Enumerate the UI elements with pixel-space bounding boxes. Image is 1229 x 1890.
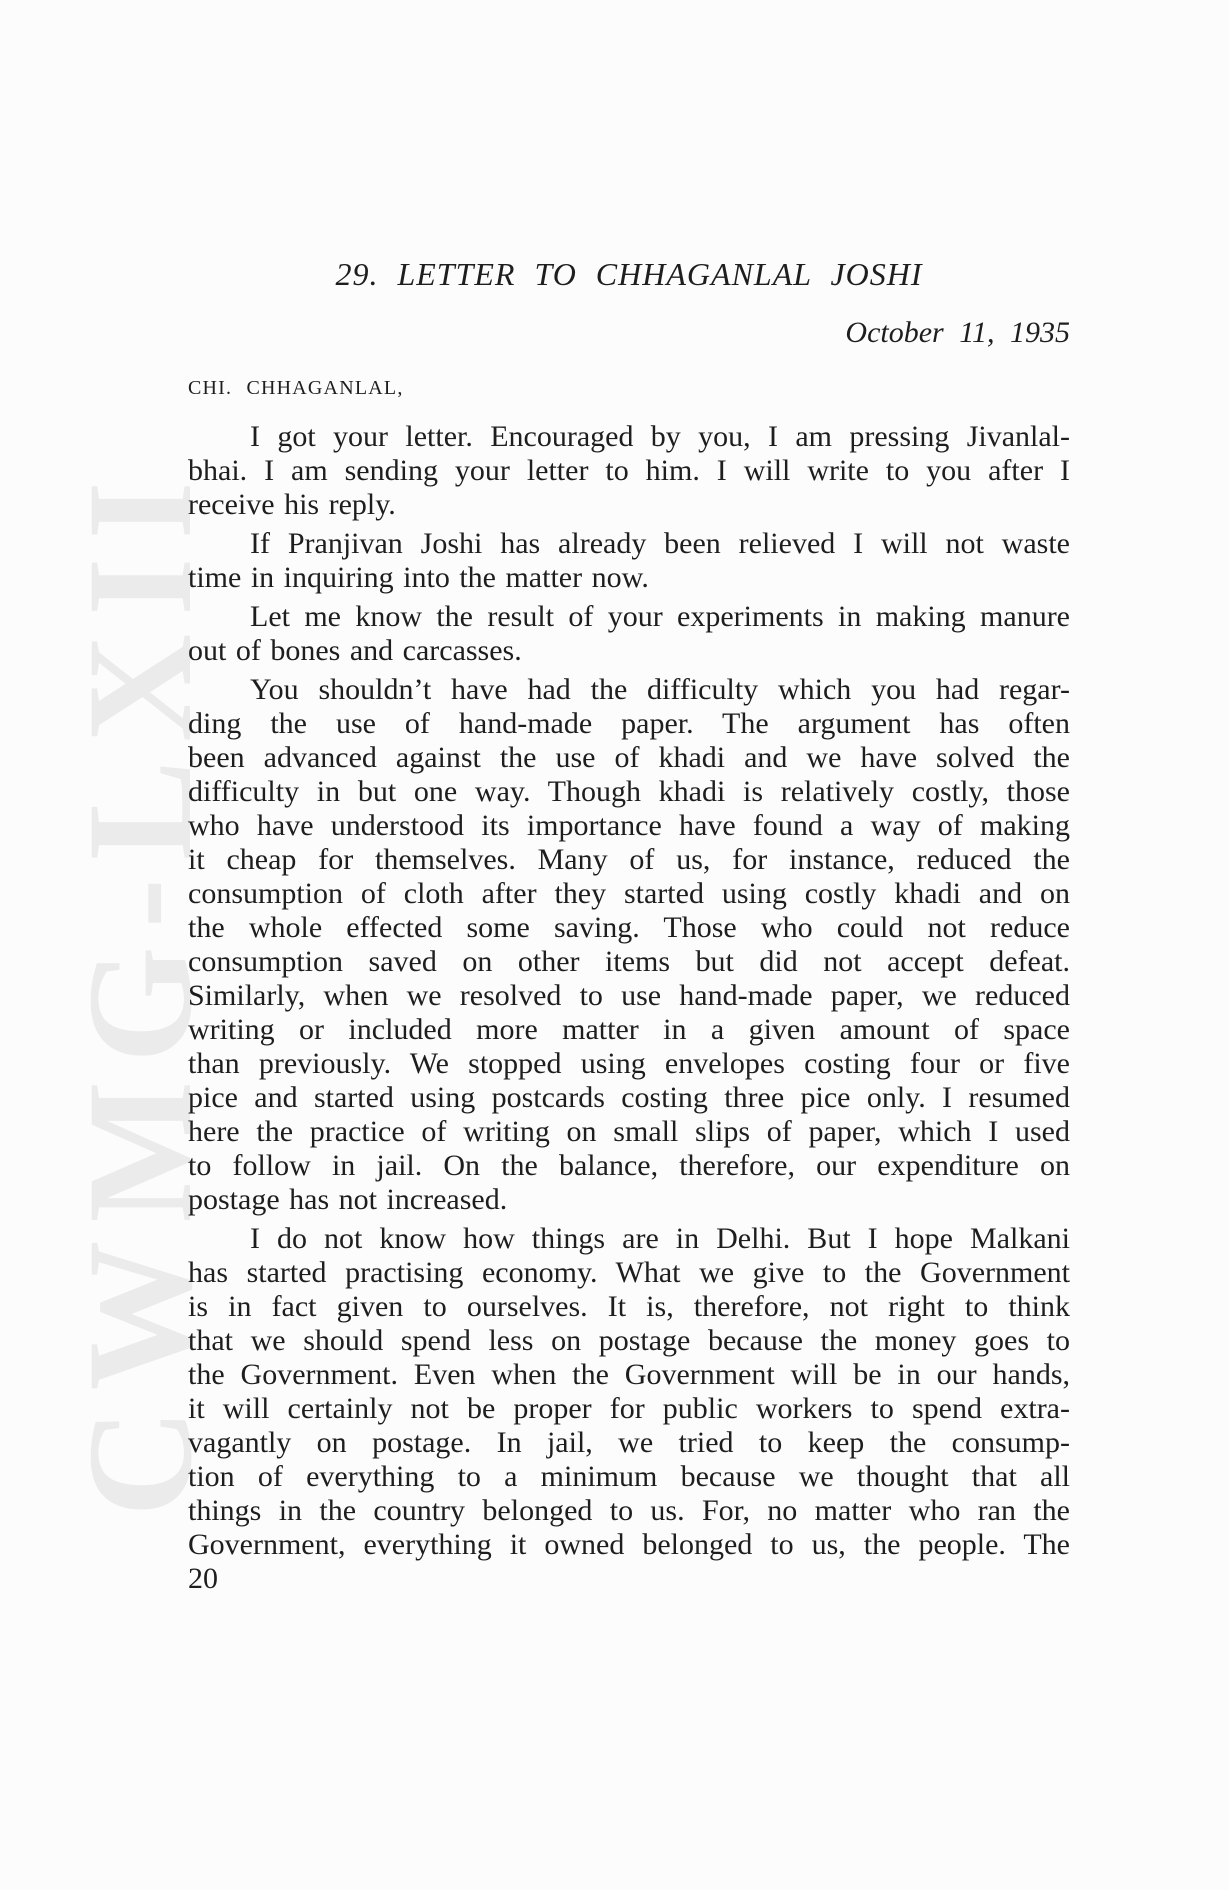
page-number: 20	[188, 1562, 218, 1595]
letter-line: receive his reply.	[188, 488, 396, 521]
letter-line: difficulty in but one way. Though khadi is relatively costly, those	[188, 775, 1070, 808]
letter-line: postage has not increased.	[188, 1183, 508, 1216]
letter-line: Similarly, when we resolved to use hand-made paper, we reduced	[188, 979, 1070, 1012]
letter-line: who have understood its importance have found a way of making	[188, 809, 1070, 842]
letter-line: consumption of cloth after they started using costly khadi and on	[188, 877, 1070, 910]
letter-line: You shouldn’t have had the difficulty which you had regar-	[250, 673, 1070, 706]
letter-line: the whole effected some saving. Those who could not reduce	[188, 911, 1070, 944]
letter-paragraph	[188, 673, 1070, 1217]
letter-line: that we should spend less on postage because the money goes to	[188, 1324, 1070, 1357]
letter-salutation: CHI. CHHAGANLAL,	[188, 377, 404, 399]
letter-line: is in fact given to ourselves. It is, therefore, not right to think	[188, 1290, 1070, 1323]
letter-line: consumption saved on other items but did not accept defeat.	[188, 945, 1070, 978]
letter-body	[188, 420, 1070, 1567]
letter-line: ding the use of hand-made paper. The argument has often	[188, 707, 1070, 740]
letter-line: I got your letter. Encouraged by you, I am pressing Jivanlal-	[250, 420, 1070, 453]
letter-line: Let me know the result of your experiments in making manure	[250, 600, 1070, 633]
letter-line: pice and started using postcards costing three pice only. I resumed	[188, 1081, 1070, 1114]
letter-line: been advanced against the use of khadi and we have solved the	[188, 741, 1070, 774]
letter-line: I do not know how things are in Delhi. But I hope Malkani	[250, 1222, 1070, 1255]
letter-line: things in the country belonged to us. For, no matter who ran the	[188, 1494, 1070, 1527]
letter-line: the Government. Even when the Government will be in our hands,	[188, 1358, 1070, 1391]
letter-line: vagantly on postage. In jail, we tried to keep the consump-	[188, 1426, 1070, 1459]
letter-line: it cheap for themselves. Many of us, for instance, reduced the	[188, 843, 1070, 876]
letter-line: it will certainly not be proper for public workers to spend extra-	[188, 1392, 1070, 1425]
letter-line: than previously. We stopped using envelopes costing four or five	[188, 1047, 1070, 1080]
letter-line: Government, everything it owned belonged to us, the people. The	[188, 1528, 1070, 1561]
letter-paragraph	[188, 1222, 1070, 1562]
letter-line: If Pranjivan Joshi has already been relieved I will not waste	[250, 527, 1070, 560]
letter-line: tion of everything to a minimum because we thought that all	[188, 1460, 1070, 1493]
letter-paragraph	[188, 527, 1070, 595]
letter-line: bhai. I am sending your letter to him. I will write to you after I	[188, 454, 1070, 487]
letter-line: writing or included more matter in a given amount of space	[188, 1013, 1070, 1046]
letter-line: here the practice of writing on small slips of paper, which I used	[188, 1115, 1070, 1148]
letter-line: to follow in jail. On the balance, therefore, our expenditure on	[188, 1149, 1070, 1182]
letter-line: has started practising economy. What we give to the Government	[188, 1256, 1070, 1289]
letter-title: 29. LETTER TO CHHAGANLAL JOSHI	[335, 256, 923, 292]
volume-watermark: CWMG-LXII	[57, 463, 223, 1517]
letter-date: October 11, 1935	[845, 316, 1070, 349]
letter-line: time in inquiring into the matter now.	[188, 561, 649, 594]
letter-line: out of bones and carcasses.	[188, 634, 522, 667]
letter-paragraph	[188, 420, 1070, 522]
letter-paragraph	[188, 600, 1070, 668]
